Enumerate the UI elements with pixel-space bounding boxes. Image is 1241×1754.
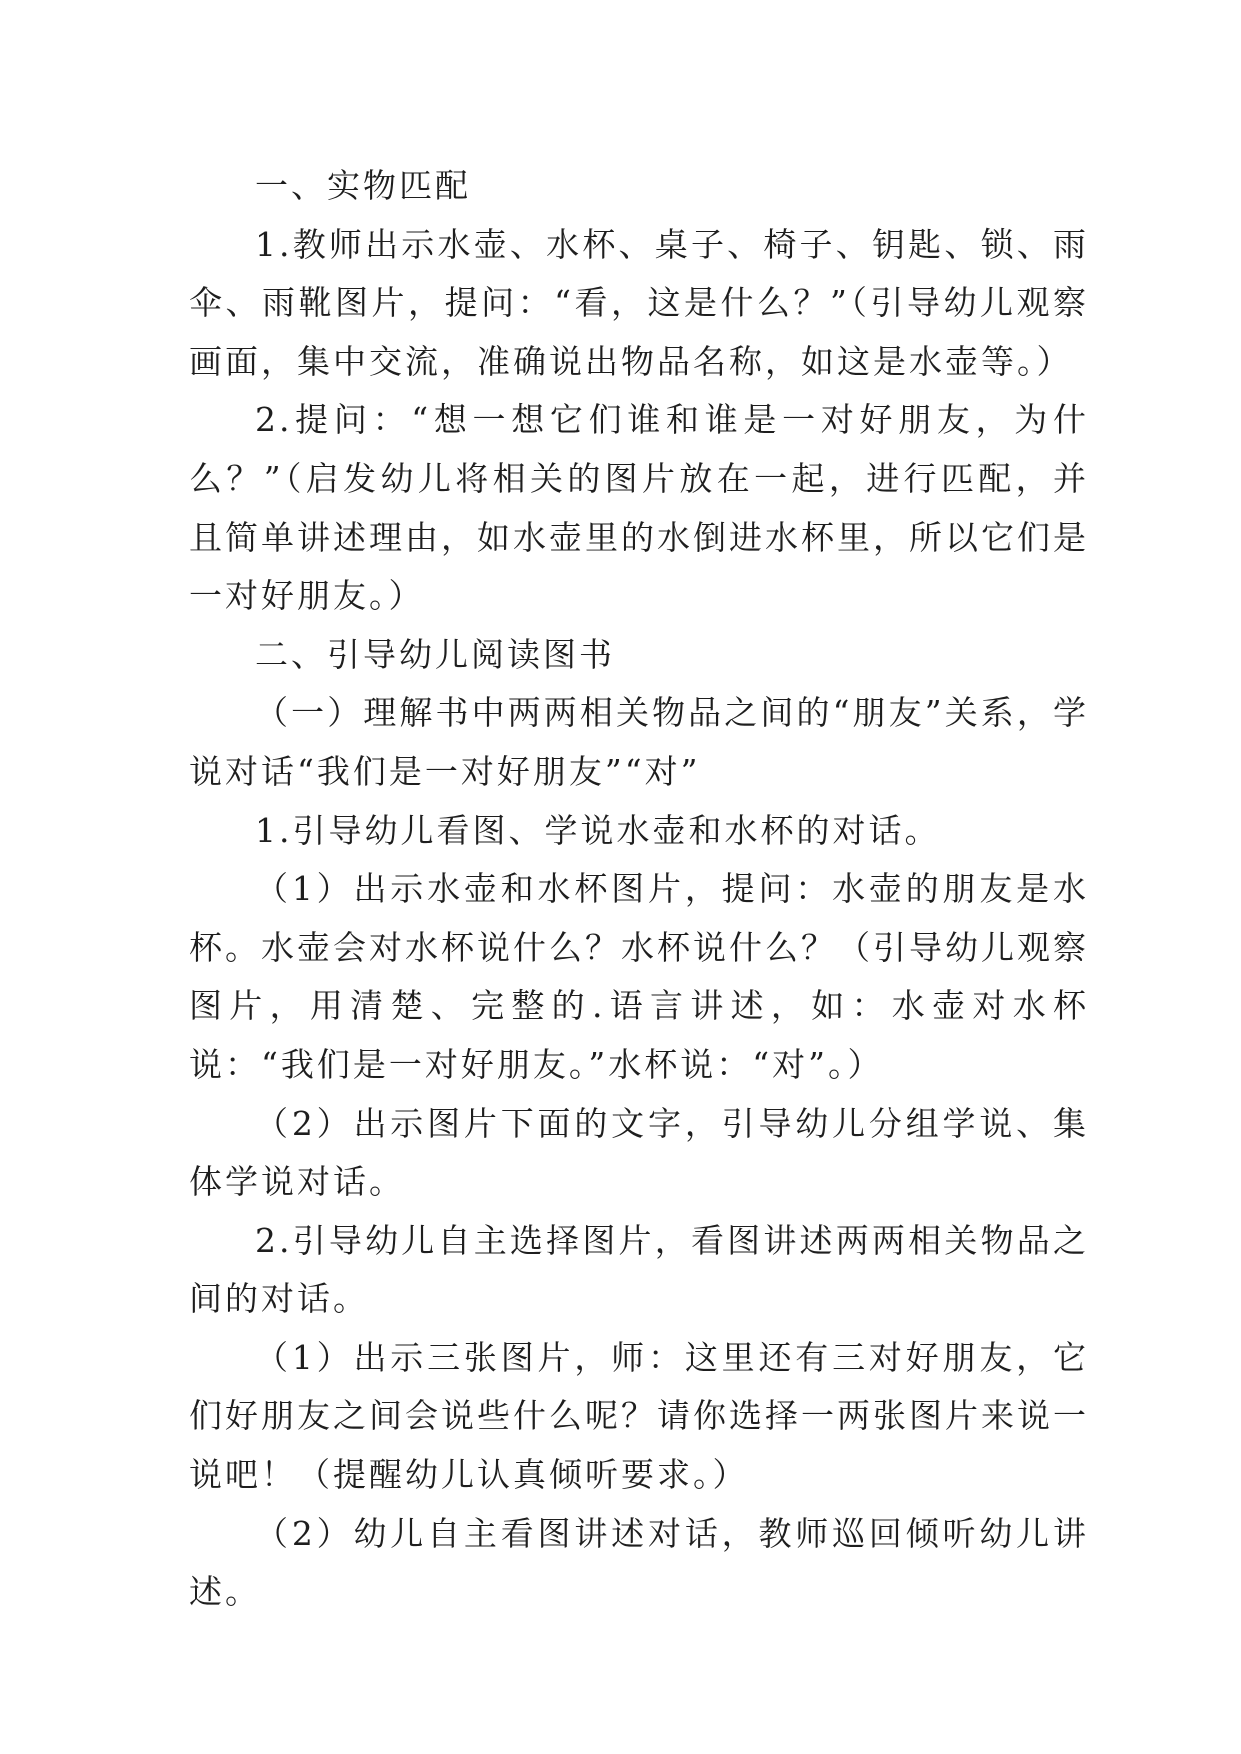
paragraph: （1）出示水壶和水杯图片，提问：水壶的朋友是水杯。水壶会对水杯说什么？水杯说什么？（引导幼儿观察图片，用清楚、完整的.语言讲述，如：水壶对水杯说：“我们是一对好朋友。”水杯说：“对”。） [189, 869, 1089, 1084]
section-heading-1: 一、实物匹配 [255, 166, 471, 205]
section-heading-2: 二、引导幼儿阅读图书 [255, 634, 615, 674]
paragraph: 1.引导幼儿看图、学说水壶和水杯的对话。 [255, 810, 941, 850]
paragraph: （2）出示图片下面的文字，引导幼儿分组学说、集体学说对话。 [189, 1103, 1089, 1202]
paragraph: 1.教师出示水壶、水杯、桌子、椅子、钥匙、锁、雨伞、雨靴图片，提问：“看，这是什么？”（引导幼儿观察画面，集中交流，准确说出物品名称，如这是水壶等。） [189, 224, 1089, 381]
document-body [189, 157, 1089, 1622]
paragraph: （2）幼儿自主看图讲述对话，教师巡回倾听幼儿讲述。 [189, 1513, 1089, 1612]
paragraph: 2.引导幼儿自主选择图片，看图讲述两两相关物品之间的对话。 [189, 1220, 1089, 1319]
paragraph: 2.提问：“想一想它们谁和谁是一对好朋友，为什么？”（启发幼儿将相关的图片放在一起，进行匹配，并且简单讲述理由，如水壶里的水倒进水杯里，所以它们是一对好朋友。） [189, 400, 1089, 616]
paragraph: （1）出示三张图片，师：这里还有三对好朋友，它们好朋友之间会说些什么呢？请你选择一两张图片来说一说吧！（提醒幼儿认真倾听要求。） [189, 1337, 1089, 1495]
sub-heading: （一）理解书中两两相关物品之间的“朋友”关系，学说对话“我们是一对好朋友”“对” [189, 693, 1089, 791]
